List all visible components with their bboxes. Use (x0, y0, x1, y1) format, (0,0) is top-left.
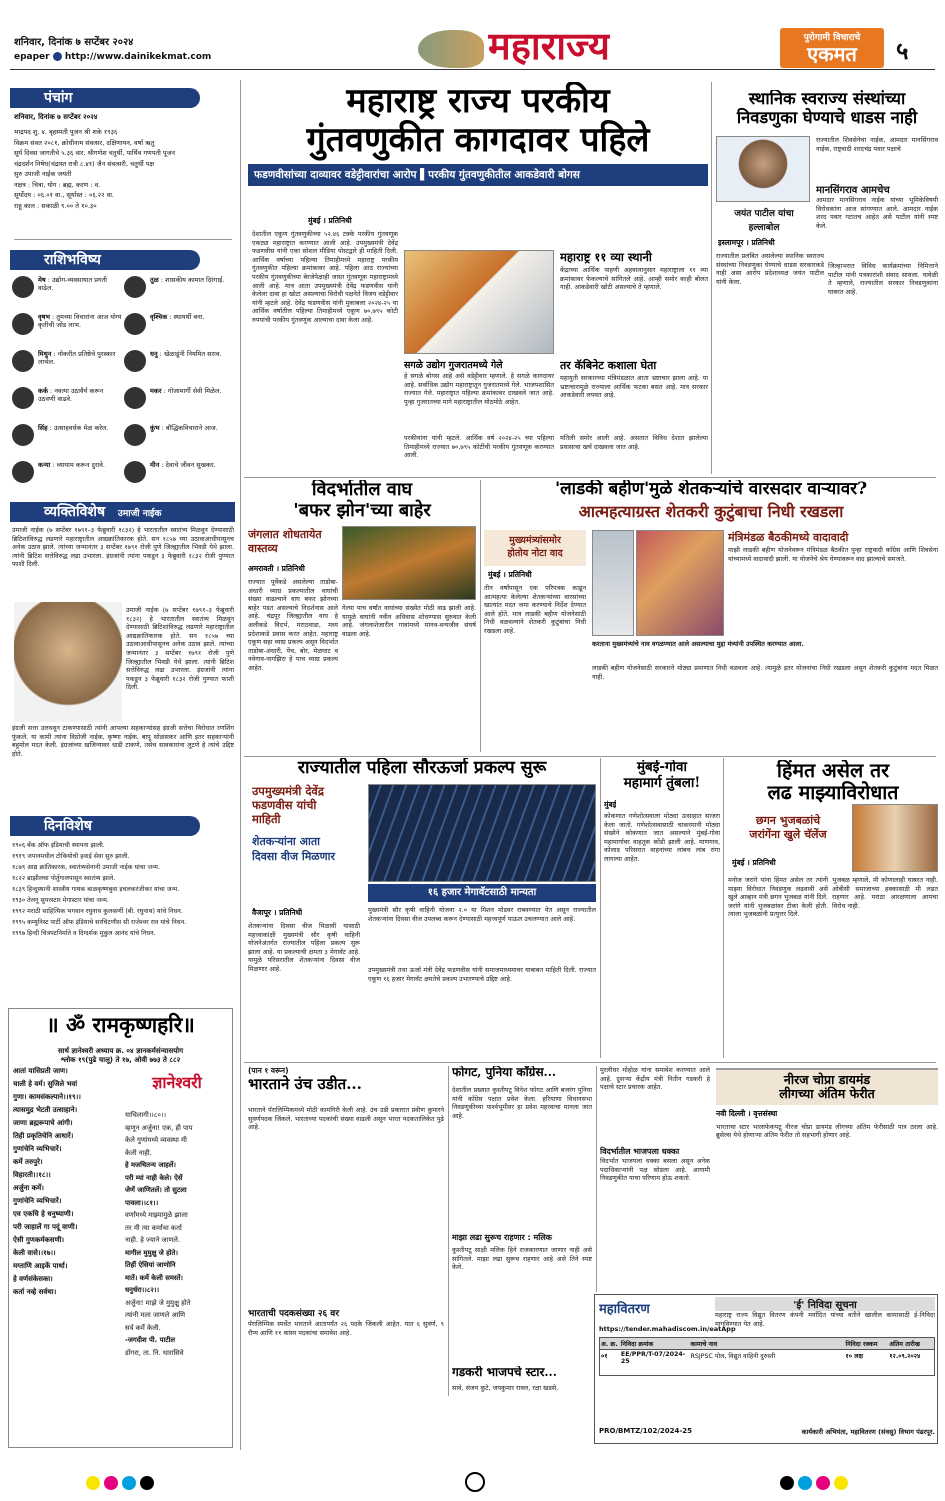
column-divider (596, 1066, 597, 1292)
solar-story (248, 758, 596, 1058)
india-subhead: भारताची पदकसंख्या २६ वर (248, 1309, 339, 1319)
panchang-list (14, 112, 232, 240)
column-divider (600, 758, 601, 1058)
person-text-side: उमाजी नाईक (७ सप्टेंबर १७९१–३ फेब्रुवारी १८३२) हे भारतातील स्वातंत्र्य मिळवून देण्यासाठी ब्रिटिशांविरुद्ध लढणारे महाराष्ट्रातील आद्यक्रांतिकारक होते. सन १८५७ च्या उठावाआधीपासूनच अनेक उठाव झाले. त्यांच्या जन्मानंतर ३ सप्टेंबर १७९१ रोजी पुणे जिल्ह्यातील भिवडी येथे झाला. त्यांनी ब्रिटिश सत्तेविरुद्ध लढा उभारला. इंग्रजांनी त्यांना पकडून ३ फेब्रुवारी १८३२ रोजी पुण्यात फाशी दिली. (126, 606, 234, 692)
gadkari-headline: गडकरी भाजपचे स्टार... (452, 1366, 557, 1379)
cabinet-text: माझी लाडकी बहीण योजनेवरून मंत्रिमंडळ बैठकीत पुन्हा राष्ट्रवादी काँग्रेस आणि शिवसेना यांच्यामध्ये वादावादी झाली. या योजनेचे श्रेय घेण्यावरून वाद झाल्याचे समजते. (728, 546, 938, 563)
local-headline-line1: स्थानिक स्वराज्य संस्थांच्या (748, 90, 906, 108)
event-item: १९०६ बँक ऑफ इंडियाची स्थापना झाली. (12, 842, 105, 849)
rashi-item: मीन : देवाचे जीवन सुखकर. (124, 461, 234, 498)
india-story (248, 1066, 444, 1396)
rashi-header: राशिभविष्य (10, 250, 200, 270)
women-crowd-photo (636, 530, 724, 636)
local-byline: इस्लामपूर । प्रतिनिधी (718, 238, 775, 247)
tender-table-row: ०१ EE/PPR/T-07/2024-25 RSJPSC पोल, विद्युत वाहिनी दुरुस्ती १० लक्ष १२.०९.२०२४ (599, 1350, 935, 1376)
india-tag: (पान १ वरून) (248, 1066, 289, 1075)
panchang-line: सूर्य दिवस जागतीचे ५.३६ वार. श्रीगणेश चतुर्थी, पार्थिव गणपती पूजन (14, 149, 176, 157)
lead-col2-bottom: परकीयांना यांनी म्हटले. आर्थिक वर्ष २०२४-२५ च्या पहिल्या तिमाहीमध्ये राज्यात ७०,७९५ कोटींची परकीय गुंतवणूक करण्यात आली. (404, 434, 554, 460)
section-rule (244, 477, 936, 478)
ladki-story (484, 480, 938, 752)
goa-story (604, 760, 720, 1058)
rashi-sign-icon (12, 461, 34, 483)
bhujbal-story (728, 760, 938, 1058)
rashi-item: सिंह : उत्साहवर्धक मेळ करेल. (12, 424, 122, 461)
solar-text-2: उपमुख्यमंत्री तथा ऊर्जा मंत्री देवेंद्र फडणवीस यांनी समाजमाध्यमावर याबाबत माहिती दिली. राज्यात एकूण १६ हजार मेगावॅट क्षमतेचे प्रकल्प उभारण्याचे उद्दिष्ट आहे. (368, 966, 596, 983)
india-headline: भारताने उंच उडीत... (248, 1075, 362, 1093)
india-text-2: पॅरालिम्पिक स्पर्धेत भारताने आतापर्यंत २६ पदके जिंकली आहेत. यात ६ सुवर्ण, ९ रौप्य आणि ११ कांस्य पदकांचा समावेश आहे. (248, 1320, 444, 1337)
jayant-patil-photo (716, 136, 810, 202)
tiger-byline: अमरावती । प्रतिनिधी (248, 564, 305, 573)
lead-headline-line1: महाराष्ट्र राज्य परकीय (346, 82, 610, 121)
rashi-sign-icon (124, 424, 146, 446)
tiger-text: राज्यात पूर्वेकडे असलेल्या ताडोबा-अंधारी व्याघ्र प्रकल्पातील वाघांची संख्या वाढल्याने वाघ बफर झोनच्या बाहेर पडत असल्याचे निदर्शनास आले आहे. चंद्रपूर जिल्ह्यातील वाघ हे अलीकडे विदर्भ, मराठवाडा, मध्य प्रदेशाकडे प्रवास करत आहेत. महाराष्ट्र एकूण सहा व्याघ्र प्रकल्प असून विदर्भात ताडोबा-अंधारी, पेंच, बोर, मेळघाट व नवेगाव-नागझिरा हे पाच व्याघ्र प्रकल्प आहेत. (248, 578, 338, 672)
rashi-item: मिथुन : नोकरीत प्रतिष्ठेचे पुरस्कार लाभेल. (12, 350, 122, 387)
misc-text-2: विदर्भात भाजपला धक्का बसला असून अनेक पदाधिकाऱ्यांनी पक्ष सोडला आहे. आगामी निवडणुकीत याचा परिणाम होऊ शकतो. (600, 1157, 710, 1183)
noose-photo (592, 530, 634, 636)
map-graphic (418, 30, 484, 68)
rashi-sign-icon (12, 350, 34, 372)
rashi-item: मकर : गोजामार्गी सेवी मिळेल. (124, 387, 234, 424)
tiger-headline-line1: विदर्भातील वाघ (311, 480, 413, 500)
event-item: १९९५ कम्युनिस्ट पार्टी ऑफ इंडियाचे सरचिटणीस सी राजेश्वर राव यांचे निधन. (12, 919, 187, 926)
section-rule (244, 1062, 936, 1063)
neeraj-byline: नवी दिल्ली । वृत्तसंस्था (716, 1108, 778, 1118)
ladki-text: तीन वर्षांपासून एक परिपत्रक काढून आत्महत्या केलेल्या शेतकऱ्यांच्या वारसांच्या खात्यांत मदत जमा करण्याचे निर्देश देण्यात आले होते. मात्र लाडकी बहीण योजनेसाठी निधी वळवल्याने शेतकरी कुटुंबांचा निधी रखडला आहे. (484, 584, 586, 635)
dnyan-title: ॥ ॐ रामकृष्णहरि॥ (46, 1012, 195, 1037)
solar-banner: १६ हजार मेगावॅटसाठी मान्यता (368, 884, 596, 902)
phogat-story (452, 1066, 592, 1396)
rashi-item: कन्या : व्यायाम करून दुरावे. (12, 461, 122, 498)
ladki-subhead: आत्महत्याग्रस्त शेतकरी कुटुंबाचा निधी रखडला (578, 501, 844, 521)
panchang-line: राहू काल : सकाळी ९.०० ते १०.३० (14, 201, 97, 210)
tender-notice (594, 1294, 938, 1444)
solar-banner-text: मुख्यमंत्री सौर कृषी वाहिनी योजना २.० या मिशन मोडवर राबवण्यात येत असून राज्यातील शेतकऱ्यांना दिवसा वीज उपलब्ध करून देण्यासाठी महत्त्वपूर्ण पाऊल उचलण्यात आले आहे. (368, 906, 596, 923)
printer-color-bar (0, 1466, 945, 1496)
mahavitaran-logo: महावितरण (599, 1302, 650, 1317)
dnyan-col2: याचिलागी।।८०।। म्हणून अर्जुना! एक, ही पाप केले गुणांमध्ये व्यवस्था मी केली नाही. हे मजचितन्य जाहलें। परी म्यां नाही केले। ऐसें जेणें जाणितलें। तो सुटला पावला।।८१।। वर्णांमध्ये माझ्यामुळे झाला तर मी त्या कर्माचा कर्ता नाही. हे ज्याने जाणले. मागील मुमुक्षु जे होते। तिहीं ऐसियां जाणोनि मातें। कर्मे केली समस्तें। धनुर्धरा।।८२।। अर्जुना! माझे जे मुमुक्षु होते त्यांनी मला जाणले आणि सर्व कर्मे केली. -जगदीश पी. पाटील डोंगरा, ता. नि. धारासिवे (125, 1111, 193, 1357)
solar-panels-photo (368, 784, 596, 882)
dinvishesh-list (12, 840, 234, 970)
column-divider (240, 80, 241, 1450)
local-subhead: मानसिंगराव आमचेच (816, 185, 890, 196)
ladki-caption: करताना मुख्यमंत्र्यांचे नाव वगळण्यात आले असल्याचा मुद्दा मंत्र्यांनी उपस्थित करण्यात आला. (592, 640, 804, 648)
person-header: व्यक्तिविशेष उमाजी नाईक (10, 502, 235, 522)
umaji-portrait (14, 602, 122, 722)
phogat-subhead: माझा लढा सुरूच राहणार : मलिक (452, 1233, 552, 1242)
page-number: ५ (896, 37, 909, 65)
masthead-rule (10, 69, 935, 70)
panchang-line: चंद्रदर्शन निषेध(चंद्रास्त रात्री ८.४१) जैन संवत्सरी, चतुर्थी पक्ष (14, 159, 155, 168)
tiger-photo (342, 526, 476, 600)
bhujbal-headline-line2: लढ माझ्याविरोधात (767, 781, 899, 805)
lead-deck: फडणवीसांच्या दाव्यावर वडेट्टीवारांचा आरोप ▌परकीय गुंतवणुकीतील आकडेवारी बोगस (248, 164, 708, 186)
goa-headline-line2: महामार्ग तुंबला! (623, 774, 701, 791)
local-caption-1: जयंत पाटील यांचा (734, 209, 794, 219)
solar-sub-box: उपमुख्यमंत्री देवेंद्र फडणवीस यांची माहिती शेतकऱ्यांना आता दिवसा वीज मिळणार (252, 784, 335, 863)
phogat-text: देशातील प्रख्यात कुस्तीपटू विनेश फोगट आणि बजरंग पुनिया यांनी काँग्रेस पक्षात प्रवेश केला. हरियाणा विधानसभा निवडणुकीच्या पार्श्वभूमीवर हा प्रवेश महत्त्वाचा मानला जात आहे. (452, 1086, 592, 1120)
rashi-sign-icon (12, 387, 34, 409)
india-text: भारताने पॅरालिम्पिकमध्ये मोठी कामगिरी केली आहे. उंच उडी प्रकारात प्रवीण कुमारने सुवर्णपदक जिंकले. भारताच्या पदकांची संख्या वाढली असून भारत पदकतालिकेत पुढे आहे. (248, 1106, 444, 1132)
tender-url[interactable]: https://tender.mahadiscom.in/eatApp (599, 1325, 736, 1333)
solar-byline: वैजापूर । प्रतिनिधी (252, 908, 303, 917)
solar-headline: राज्यातील पहिला सौरऊर्जा प्रकल्प सुरू (297, 758, 547, 778)
bhujbal-headline-line1: हिंमत असेल तर (776, 760, 890, 782)
neeraj-headline-line1: नीरज चोप्रा डायमंड (783, 1072, 871, 1087)
solar-text: शेतकऱ्यांना दिवसा वीज मिळावी यासाठी महत्त्वाकांक्षी मुख्यमंत्री सौर कृषी वाहिनी योजनेअंतर्गत राज्यातील पहिला प्रकल्प सुरू झाला आहे. या प्रकल्पाची क्षमता ३ मेगावॅट आहे. यामुळे परिसरातील शेतकऱ्यांना दिवसा वीज मिळणार आहे. (248, 922, 360, 973)
dinvishesh-header: दिनविशेष (10, 816, 200, 836)
lead-subhead-cabinet: तर कॅबिनेट कशाला घेता (560, 359, 657, 372)
tender-ref: PRO/BMTZ/102/2024-25 (599, 1427, 693, 1435)
phogat-text-2: कुस्तीपटू साक्षी मलिक हिने राजकारणात जाणार नाही असे सांगितले. माझा लढा सुरूच राहणार आहे असे तिने स्पष्ट केले. (452, 1246, 592, 1272)
registration-mark (465, 1472, 485, 1492)
panchang-line: शनिवार, दिनांक ७ सप्टेंबर २०२४ (14, 113, 98, 121)
event-item: १९९२ मराठी साहित्यिक भगवान रघुनाथ कुलकर्णी (बी. रघुनाथ) यांचे निधन. (12, 908, 183, 915)
dnyan-line2: श्लोक १९(पुढे चालू) ते १७, ओवी ७७३ ते ८८२ (60, 1056, 181, 1065)
rashi-grid (12, 276, 234, 502)
rashi-item: वृश्चिक : स्थायर्थी बना. (124, 313, 234, 350)
brand-name: एकमत (807, 42, 857, 66)
lead-col2: हे सगळे बोगस आहे असे वडेट्टीवार म्हणाले. हे सगळे कागदावर आहे. सर्वाधिक उद्योग महाराष्ट्रातून गुजरातमध्ये गेले. भाजपशासित राज्यात गेले. महाराष्ट्रात पहिल्या क्रमांकावर दाखवले जात आहे. पुन्हा गुजरातच्या मागे महाराष्ट्रातील मोठमोठे आहेत. (404, 372, 554, 406)
event-item: १८७९ आद्य क्रांतिकारक, स्वातंत्र्यसेनानी उमाजी नाईक यांचा जन्म. (12, 864, 160, 871)
event-item: १८३९ हिन्दुस्थानी शास्त्रीय गायक बाळकृष्णबुवा इचलकरंजीकर यांचा जन्म. (12, 886, 180, 893)
event-item: १९३० तेलगू सुपरस्टार मेगास्टार यांचा जन्म. (12, 897, 109, 904)
person-text-more: इंग्रजी सत्ता उलथवून टाकण्यासाठी त्यांनी आपल्या सहकाऱ्यांसह इंग्रजी सत्तेचा विरोधात रणशिंग फुंकले. या कामी त्यांना विठोजी नाईक, कृष्णा नाईक, बापू सोळसकर आणि इतर सहकाऱ्यांनी बहुमोल मदत केली. इंग्रजांच्या खजिन्यावर धाडी टाकणे, तसेच सावकारांना लुटणे हे त्यांचे उद्दिष्ट होते. (12, 724, 234, 758)
rashi-sign-icon (124, 350, 146, 372)
column-divider (723, 758, 724, 1058)
rashi-item: वृषभ : तुमच्या विचारांना आज योग्य कृतीची जोड लाभ. (12, 313, 122, 350)
masthead (0, 0, 945, 70)
rashi-sign-icon (124, 387, 146, 409)
rashi-item: तुळ : शासकीय कामात दिरंगाई. (124, 276, 234, 313)
rashi-sign-icon (12, 313, 34, 335)
rashi-sign-icon (124, 461, 146, 483)
rashi-item: कुंभ : बौद्धिकविचाराने आज. (124, 424, 234, 461)
goa-text: कोकणात गणेशोत्सवाला मोठ्या उत्साहात साजरा केला जातो. गणेशोत्सवासाठी चाकरमानी मोठ्या संख्येने कोकणात जात असल्याने मुंबई-गोवा महामार्गावर वाहतूक कोंडी झाली आहे. माणगाव, कोलाड परिसरात वाहनांच्या लांबच लांब रांगा लागल्या आहेत. (604, 812, 720, 863)
tender-table (599, 1337, 935, 1393)
lead-subhead-rank: महाराष्ट्र ११ व्या स्थानी (560, 250, 652, 264)
goa-headline-line1: मुंबई-गोवा (636, 760, 688, 775)
local-sub-text: आमदार मानसिंगराव नाईक यांच्या भूमिकेविषयी विरोधकांना आज सांगण्यात आले. आमदार नाईक शरद पवार गटातच आहेत असे पाटील यांनी स्पष्ट केले. (816, 196, 938, 230)
lead-col3-bottom: महायुती सरकारच्या मंत्रिमंडळात आता भ्रष्टाचार झाला आहे. या भ्रष्टाचारामुळे राज्याला आर्थिक फटका बसत आहे. मात्र सरकार आकडेवारी लपवत आहे. (560, 374, 708, 400)
event-item: १८२२ ब्राझीलचा पोर्तुगालपासून स्वातंत्र्य झाले. (12, 875, 116, 882)
tiger-headline-line2: 'बफर झोन'च्या बाहेर (293, 499, 431, 521)
ladki-byline: मुंबई । प्रतिनिधी (488, 570, 532, 579)
lead-subhead-gujarat: सगळे उद्योग गुजरातमध्ये गेले (404, 360, 503, 371)
neeraj-headline-line2: लीगच्या अंतिम फेरीत (779, 1086, 875, 1102)
rashi-sign-icon (124, 313, 146, 335)
local-headline-line2: निवडणुका घेण्याचे धाडस नाही (736, 107, 918, 127)
neeraj-headline-box (716, 1070, 938, 1105)
misc-text: मुरलीधर मोहोळ यांना समावेश करण्यात आले आहे. दुसऱ्या केंद्रीय मंत्री नितीन गडकरी हे पक्षाचे स्टार प्रचारक आहेत. (600, 1066, 710, 1092)
bhujbal-text-2: भुजबळ म्हणाले, मी कोणालाही घाबरत नाही. ओबीसी समाजाच्या हक्कासाठी मी लढत राहणार आहे. मराठा आरक्षणाला आमचा विरोध नाही. (832, 876, 938, 910)
column-divider (480, 480, 481, 752)
local-caption-2: हल्लाबोल (748, 223, 780, 233)
rashi-item: धनु : खेळाडूंनी नियमित सराव. (124, 350, 234, 387)
dnyaneshwari-logo: ज्ञानेश्वरी (152, 1073, 202, 1092)
panchang-line: भाद्रपद शु. ४. बृहस्पती पूजन श्री शके १९३६ (14, 128, 118, 136)
neeraj-story (716, 1068, 938, 1290)
brand-tag: पुरोगामी विचाराचे (803, 33, 861, 43)
tiger-sub-line2: वास्तव्य (248, 542, 278, 555)
panchang-line: सुरु उपाजी नाईक जयंती (14, 170, 72, 178)
lead-story (248, 82, 708, 474)
brand-box (780, 28, 884, 68)
globe-icon (53, 52, 62, 61)
column-divider (711, 82, 712, 474)
phogat-headline: फोगट, पुनिया काँग्रेस... (452, 1066, 557, 1079)
section-rule (244, 756, 936, 757)
person-text: उमाजी नाईक (७ सप्टेंबर १७९१–३ फेब्रुवारी १८३२) हे भारतातील स्वातंत्र्य मिळवून देण्यासाठी ब्रिटिशांविरुद्ध लढणारे महाराष्ट्रातील आद्यक्रांतिकारक होते. सन १८५७ च्या उठावाआधीपासूनच अनेक उठाव झाले. त्यांच्या जन्मानंतर ३ सप्टेंबर १७९१ रोजी पुणे जिल्ह्यातील भिवडी येथे झाला. त्यांनी ब्रिटिश सत्तेविरुद्ध लढा उभारला. इंग्रजांनी त्यांना पकडून ३ फेब्रुवारी १८३२ रोजी पुण्यात फाशी दिली. (12, 526, 234, 569)
cabinet-subhead: मंत्रिमंडळ बैठकीमध्ये वादावादी (728, 531, 849, 544)
tiger-sub-line1: जंगलात शोधतायेत (248, 528, 322, 541)
local-top-text: राज्यातील शिवसेनेचा नाईक, आमदार मानसिंगराव नाईक, राष्ट्रवादी शरदचंद्र पवार पक्षाचे (816, 136, 938, 153)
event-item: १९९७ हिन्दी चित्रपटनिर्माते व दिग्दर्शक मुकुल आनंद यांचे निधन. (12, 930, 156, 937)
dnyaneshwari-box (8, 1008, 233, 1448)
panchang-header: पंचांग (10, 88, 200, 108)
local-text-2: जिल्हाभरात विविध कार्यक्रमांच्या निमित्ताने पाटील यांनी पत्रकारांशी संवाद साधला. यावेळी ते म्हणाले, राज्यातील सरकार निवडणुकांना घाबरत आहे. (828, 262, 938, 296)
site-link[interactable]: http://www.dainikekmat.com (64, 52, 212, 62)
lead-col1: देशातील एकूण गुंतवणुकीच्या ५२.४६ टक्के परकीय गुंतवणूक एकट्या महाराष्ट्रात करण्यात आली आहे. उपमुख्यमंत्री देवेंद्र फडणवीस यांनी एका सोशल मीडिया पोस्टद्वारे ही माहिती दिली. आर्थिक वर्षाच्या पहिल्या तिमाहीमध्ये महाराष्ट्र परकीय गुंतवणुकीत पहिल्या क्रमांकावर आहे. पहिला आठ राज्यांच्या परकीय गुंतवणुकीच्या बेरजेपेक्षाही जास्त गुंतवणूक महाराष्ट्रामध्ये आली आहे. मात्र आता उपमुख्यमंत्री देवेंद्र फडणवीस यांनी केलेला दावा हा खोटा असल्याचा विरोधी पक्षनेते विजय वडेट्टीवार यांनी म्हटले आहे. देवेंद्र फडणवीस यांनी मुकाबला २०२४-२५ या आर्थिक वर्षातील पहिल्या तिमाहीमध्ये एकूण ७०,७९५ कोटी रुपयांची परकीय गुंतवणूक आल्याचा दावा केला आहे. (252, 230, 398, 324)
ladki-headline: 'लाडकी बहीण'मुळे शेतकऱ्यांचे वारसदार वाऱ्यावर? (554, 480, 868, 499)
panchang-line: विक्रम संवत २०८१, क्रोधीनाम संवत्सर, दक्षिणायन, वर्षा ऋतु (14, 138, 155, 147)
tiger-story (248, 480, 476, 752)
column-divider (448, 1066, 449, 1396)
event-item: १९१९ जपानमधील टोकियोची हवाई सेवा सुरु झाली. (12, 853, 130, 860)
ladki-box: मुख्यमंत्र्यांसमोर होतोय नोटा वाद (484, 530, 586, 566)
rashi-item: कर्क : नवत्या उठावैर्य करून उठवणी वाढवे. (12, 387, 122, 424)
misc-story (600, 1066, 710, 1292)
gadkari-text: सावे, संजय कुटे, जयकुमार रावल, रक्षा खडसे, (452, 1384, 559, 1392)
rashi-sign-icon (12, 424, 34, 446)
panchang-line: नक्षत्र : चित्रा, योग : ब्रह्म, करण : व. (14, 180, 101, 189)
tender-table-header: अ. क्र. निविदा क्रमांक कामाचे नाव निविदा रक्कम अंतिम तारीख (599, 1337, 935, 1350)
section-title: महाराज्य (488, 24, 610, 68)
bhujbal-sub-box: छगन भुजबळांचे जरांगेंना खुले चॅलेंज (749, 814, 827, 841)
neeraj-photo-strip (716, 1068, 938, 1070)
local-text-1: राज्यातील प्रलंबित असलेल्या स्थानिक स्वराज्य संस्थांच्या निवडणुका घेण्याचे धाडस सरकारकडे नाही असा आरोप प्रदेशाध्यक्ष जयंत पाटील यांनी केला. (716, 252, 824, 286)
lead-col3-end: मतिली समोर आली आहे. असतात विविध देशात झालेल्या प्रवासाचा खर्च दाखवला जात आहे. (560, 434, 708, 451)
lead-byline: मुंबई । प्रतिनिधी (308, 216, 352, 225)
panchang-line: सूर्योदय : ०६.०१ वा., सूर्यास्त : ०६.२२ वा. (14, 191, 114, 199)
tender-sign: कार्यकारी अभियंता, महावितरण (संवसु) विभाग पंढरपूर. (801, 1428, 935, 1436)
bhujbal-byline: मुंबई । प्रतिनिधी (732, 858, 776, 867)
rashi-sign-icon (124, 276, 146, 298)
misc-subhead: विदर्भातील भाजपला धक्का (600, 1147, 680, 1156)
bhujbal-jarange-photo (852, 804, 938, 872)
tiger-text-2: गेल्या पाच वर्षांत वाघांच्या संख्येत मोठी वाढ झाली आहे. यामुळे वाघांनी नवीन अधिवास शोधण्यास सुरुवात केली आहे. जंगलाशेजारील गावांमध्ये मानव-वन्यजीव संघर्ष वाढला आहे. (342, 604, 476, 638)
lead-headline-line2: गुंतवणुकीत कागदावर पहिले (306, 120, 650, 161)
fadnavis-photo (404, 250, 554, 354)
lead-col3: केंद्राच्या आर्थिक पाहणी अहवालानुसार महाराष्ट्राला ११ व्या क्रमांकावर फेकल्याचे सांगितले आहे. आम्ही समोर काही बोलत नाही. आकडेवारी खोटी असल्याचे ते म्हणाले. (560, 266, 708, 292)
goa-byline: मुंबई (604, 800, 617, 809)
rashi-item: मेष : उद्योग-व्यवसायात प्रगती वाढेल. (12, 276, 122, 313)
ladki-text-2: लाडकी बहीण योजनेसाठी सरकारने मोठ्या प्रमाणात निधी वळवला आहे. त्यामुळे इतर योजनांचा निधी रखडला असून शेतकरी कुटुंबांना मदत मिळत नाही. (592, 664, 938, 681)
masthead-date: शनिवार, दिनांक ७ सप्टेंबर २०२४ (14, 37, 134, 48)
rashi-sign-icon (12, 276, 34, 298)
dnyan-col1: आतां यासिप्रती जाण। चाली हे वर्म। सुजिले भवां गुणा। कामसंकल्पाने।।१९।। त्यासमुद्र भेटती उत्साहाने। जाणा ब्रह्मरूपाचे आंगी। तिही प्रकृतिचेनि आधारें। गुणांचेनि व्यभिचारें। कर्मे तरुपुरे। विहारती।।१८।। अर्जुना कर्मे। गुणांचेनि व्यभिचारें। एव एकचि हे धनुष्याणी। परी जाहालें गा पदूं वाणी। ऐसी गुणकर्मकसणी। केली वासे।।१७।। मग्ताणि आइकें पार्था। हे वर्णसंकेसका। कर्ता नव्हे सर्वथा। (13, 1067, 81, 1296)
bhujbal-text: मनोज जरांगे यांना हिंमत असेल तर त्यांनी माझ्या विरोधात निवडणूक लढवावी असे खुले आव्हान मंत्री छगन भुजबळ यांनी दिले. जरांगे यांनी भुजबळांवर टीका केली होती. त्याला भुजबळांनी प्रत्युत्तर दिले. (728, 876, 828, 919)
dnyan-line1: सार्थ ज्ञानेश्वरी अध्याय क्र. ०४ ज्ञानकर्मसंन्यासयोग (57, 1047, 184, 1056)
local-story (716, 90, 938, 474)
tender-intro: महाराष्ट्र राज्य विद्युत वितरण कंपनी मर्यादित यांच्या वतीने खालील कामासाठी ई-निविदा मागविण्यात येत आहे. (715, 1311, 935, 1328)
epaper-label: epaper http://www.dainikekmat.com (14, 52, 212, 62)
tender-title: 'ई' निविदा सूचना (715, 1297, 935, 1311)
neeraj-text: भारताचा स्टार भालाफेकपटू नीरज चोप्रा डायमंड लीगच्या अंतिम फेरीसाठी पात्र ठरला आहे. ब्रुसेल्स येथे होणाऱ्या अंतिम फेरीत तो सहभागी होणार आहे. (716, 1122, 938, 1140)
